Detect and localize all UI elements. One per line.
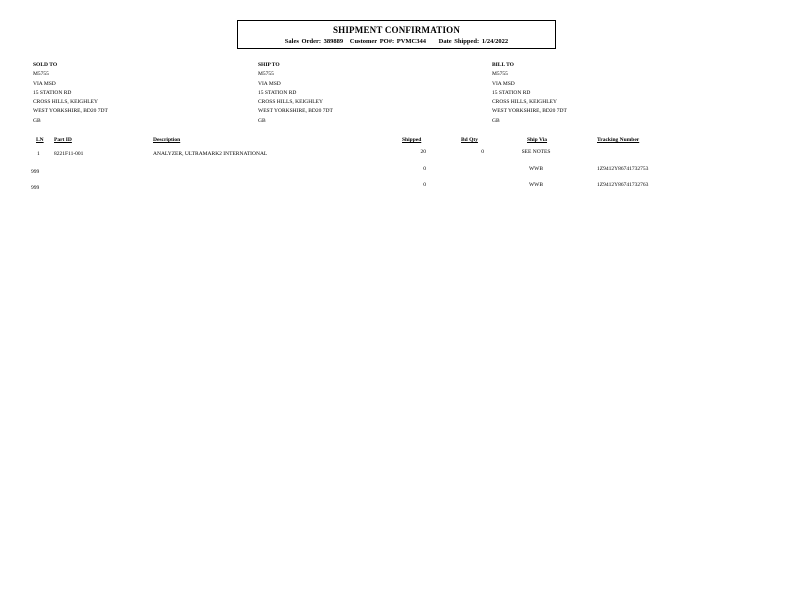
bill-to-line: WEST YORKSHIRE, BD20 7DT: [492, 108, 567, 115]
bill-to-line: VIA MSD: [492, 80, 515, 87]
ship-to-label: SHIP TO: [258, 62, 280, 68]
row-description: ANALYZER, ULTRAMARK2 INTERNATIONAL: [153, 151, 268, 157]
ship-to-block: [258, 61, 333, 126]
row-ship-via: WWB: [528, 182, 544, 188]
row-ln: 1: [37, 151, 40, 157]
row-ship-via: SEE NOTES: [521, 149, 551, 155]
date-shipped: Date Shipped: 1/24/2022: [438, 38, 509, 45]
bill-to-line: GB: [492, 117, 500, 124]
column-header-shipped: Shipped: [402, 137, 422, 143]
customer-po: Customer PO#: PVMC344: [349, 38, 427, 45]
column-header-ship-via: Ship Via: [527, 137, 548, 143]
column-header-tracking: Tracking Number: [597, 137, 640, 143]
bill-to-label: BILL TO: [492, 62, 514, 68]
ship-to-line: WEST YORKSHIRE, BD20 7DT: [258, 108, 333, 115]
sold-to-line: VIA MSD: [33, 80, 56, 87]
row-part-id: 8221F11-001: [54, 151, 84, 157]
ship-to-line: GB: [258, 117, 266, 124]
sold-to-block: [33, 61, 108, 126]
row-shipped: 20: [420, 149, 426, 155]
row-ln: 999: [31, 169, 40, 175]
header-box: [237, 20, 556, 49]
row-tracking: 1Z9412Y86741732753: [597, 166, 649, 172]
row-ln: 999: [31, 185, 40, 191]
bill-to-block: [492, 61, 567, 126]
ship-to-line: VIA MSD: [258, 80, 281, 87]
row-tracking: 1Z9412Y86741732763: [597, 182, 649, 188]
column-header-description: Description: [153, 137, 181, 143]
sold-to-label: SOLD TO: [33, 62, 58, 68]
column-header-part-id: Part ID: [54, 137, 72, 143]
ship-to-line: 15 STATION RD: [258, 89, 297, 96]
sold-to-line: 15 STATION RD: [33, 89, 72, 96]
sold-to-line: CROSS HILLS, KEIGHLEY: [33, 99, 98, 106]
order-summary: [238, 38, 555, 45]
sold-to-line: M5755: [33, 71, 49, 78]
sold-to-line: WEST YORKSHIRE, BD20 7DT: [33, 108, 108, 115]
column-header-bo-qty: Bd Qty: [461, 137, 478, 143]
column-header-ln: LN: [36, 137, 44, 143]
row-shipped: 0: [423, 166, 426, 172]
document-title: SHIPMENT CONFIRMATION: [332, 25, 461, 35]
ship-to-line: M5755: [258, 71, 274, 78]
sold-to-line: GB: [33, 117, 41, 124]
bill-to-line: 15 STATION RD: [492, 89, 531, 96]
sales-order: Sales Order: 389889: [284, 38, 344, 45]
row-shipped: 0: [423, 182, 426, 188]
ship-to-line: CROSS HILLS, KEIGHLEY: [258, 99, 323, 106]
row-bo-qty: 0: [481, 149, 484, 155]
bill-to-line: CROSS HILLS, KEIGHLEY: [492, 99, 557, 106]
bill-to-line: M5755: [492, 71, 508, 78]
row-ship-via: WWB: [528, 166, 544, 172]
